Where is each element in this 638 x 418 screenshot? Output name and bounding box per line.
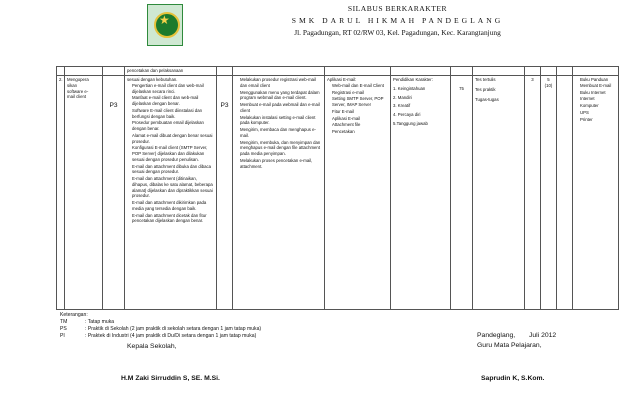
karakter-item: 1. Keingintahuan [393, 85, 426, 91]
pi-cell [557, 76, 573, 310]
list-item: ▪ Komputer [580, 103, 616, 109]
legend-label: PS [60, 326, 67, 332]
list-item: ▪ Manfaat e-mail client dan web-mail dijelaskan dengan benar. [132, 95, 214, 107]
document-title: SILABUS BERKARAKTER [347, 4, 448, 13]
karakter-title: Pendidikan Karakter: [393, 77, 433, 82]
list-item: ▪ E-mail dan attachment dicetak dan fitur pencetakan dijelaskan dengan benar. [132, 213, 214, 225]
pilar-cell [103, 76, 125, 310]
signature-date: Juli 2012 [529, 332, 557, 339]
pilar-cell-2 [217, 76, 233, 310]
tm-value: 3 [531, 77, 534, 82]
teknik-item: Tes tertulis [475, 77, 496, 82]
alokasi-cell [451, 76, 473, 310]
tm-cell [525, 76, 541, 310]
materi-pokok-cell [325, 76, 391, 310]
list-item: ◦ Fitur E-mail [332, 109, 388, 115]
list-item: ▪ Mengirim, membaca dan menghapus e-mail. [240, 127, 322, 139]
list-item: ▪ Melakukan proses pencetakan e-mail, attachment. [240, 158, 322, 170]
list-item: ▪ Melakukan prosedur registrasi web-mail dan email client [240, 77, 322, 89]
school-name: SMK DARUL HIKMAH PANDEGLANG [291, 16, 504, 25]
materi-pokok-title: Aplikasi E-mail: [327, 77, 357, 82]
list-item: ◦ Aplikasi E-mail [332, 116, 388, 122]
pilar-code: P3 [109, 102, 118, 109]
guru-label: Guru Mata Pelajaran, [477, 342, 542, 349]
list-item: ▪ E-mail dan attachment (ditinaikan, dihapus, dibalas ke satu alamat, beberapa alamat) dijelaskan dan dipraktikkan sesuai prosedur. [132, 176, 214, 199]
list-item: ▪ Buku Internet [580, 90, 616, 96]
pendidikan-karakter-cell [391, 76, 451, 310]
list-item: ▪ Pengertian e-mail client dan web-mail dijelaskan secara rinci. [132, 83, 214, 95]
kd-line: mail client [67, 94, 87, 100]
kd-line: software e- [67, 88, 89, 94]
list-item: ▪ E-mail dan attachment dikirimkan pada media yang tersedia dengan baik. [132, 200, 214, 212]
ps-cell [541, 76, 557, 310]
list-item: ◦ Attachment file [332, 122, 388, 128]
legend-desc: : Tatap muka [85, 319, 115, 325]
row-number: 2. [57, 76, 65, 310]
kepala-sekolah-label: Kepala Sekolah, [127, 343, 177, 350]
kompetensi-dasar-cell [65, 76, 103, 310]
signature-place: Pandeglang, [477, 332, 516, 339]
list-item: ▪ E-mail dan attachment dibuka dan dibaca sesuai dengan prosedur. [132, 164, 214, 176]
list-item: ▪ Printer [580, 117, 616, 123]
kd-line: Mengopera [67, 77, 89, 82]
karakter-item: 4. Percaya diri [393, 112, 421, 117]
list-item: ▪ Melakukan instalasi setting e-mail client pada komputer. [240, 115, 322, 127]
ps-value: 5 [547, 77, 550, 82]
star-icon: ★ [159, 13, 170, 27]
kd-line: sikan [67, 82, 78, 88]
list-item: ◦ Pencetakan [332, 129, 388, 135]
teknik-item: Tes praktik [475, 86, 496, 92]
indikator-lead: sesuai dengan kebutuhan. [127, 77, 178, 82]
table-row-previous [57, 67, 619, 76]
teknik-penilaian-cell [473, 76, 525, 310]
alokasi-value: 75 [459, 86, 464, 91]
list-item: ◦ Web-mail dan E-mail Client [332, 83, 388, 89]
list-item: ▪ Prosedur pembuatan email dijelaskan dengan benar. [132, 120, 214, 132]
legend-desc: : Praktik di Sekolah (2 jam praktik di sekolah setara dengan 1 jam tatap muka) [85, 326, 262, 332]
previous-row-materi: pencetakan dan pelaksanaan [125, 67, 217, 76]
school-address: Jl. Pagadungan, RT 02/RW 03, Kel. Pagadungan, Kec. Karangtanjung [294, 28, 501, 37]
karakter-item: 2. Mandiri [393, 94, 412, 100]
legend-desc: : Praktek di Industri (4 jam praktik di Du/Di setara dengan 1 jam tatap muka) [85, 333, 257, 339]
teknik-item: Tugas-tugas [475, 96, 499, 102]
list-item: ▪ Membuat e-mail pada webmail dan e-mail client [240, 102, 322, 114]
syllabus-table [56, 66, 619, 310]
list-item: ▪ Mengirim, membuka, dan menyimpan dan menghapus e-mail dengan file attachment pada media penyimpan. [240, 140, 322, 157]
list-item: ◦ Registrasi e-mail [332, 90, 388, 96]
legend-label: PI [60, 333, 65, 339]
guru-name: Saprudin K, S.Kom. [481, 375, 545, 382]
table-row [57, 76, 619, 310]
list-item: ◦ Setting SMTP Server, POP Server, IMAP Server [332, 96, 388, 108]
list-item: ▪ Software E-mail client diinstalasi dan berfungsi dengan baik. [132, 108, 214, 120]
keterangan-heading: Keterangan: [60, 312, 88, 318]
list-item: ▪ Konfigurasi E-mail client (SMTP Server, POP Server) dijelaskan dan dilakukan sesuai dengan prosedur penulisan. [132, 145, 214, 162]
list-item: ▪ Menggunakan menu yang terdapat dalam program webmail dan e-mail client. [240, 90, 322, 102]
kepala-sekolah-name: H.M Zaki Sirruddin S, SE. M.Si. [121, 375, 220, 382]
legend-label: TM [60, 319, 68, 325]
indikator-list [127, 83, 214, 224]
kegiatan-cell [233, 76, 325, 310]
karakter-item: 3. Kreatif [393, 103, 411, 109]
pilar-code-2: P3 [220, 102, 229, 109]
list-item: ▪ UPS [580, 110, 616, 116]
sumber-belajar-cell [573, 76, 619, 310]
indikator-cell [125, 76, 217, 310]
sumber-list [575, 77, 616, 122]
list-item: ▪ Alamat e-mail dibuat dengan benar sesuai prosedur. [132, 133, 214, 145]
materi-pokok-list [327, 83, 388, 135]
list-item: ▪ Buku Panduan Membuat E-mail [580, 77, 616, 89]
kegiatan-list [235, 77, 322, 169]
karakter-item: 5.Tanggung jawab [393, 120, 428, 126]
pi-value: (10) [544, 82, 553, 88]
list-item: ▪ Internet [580, 96, 616, 102]
